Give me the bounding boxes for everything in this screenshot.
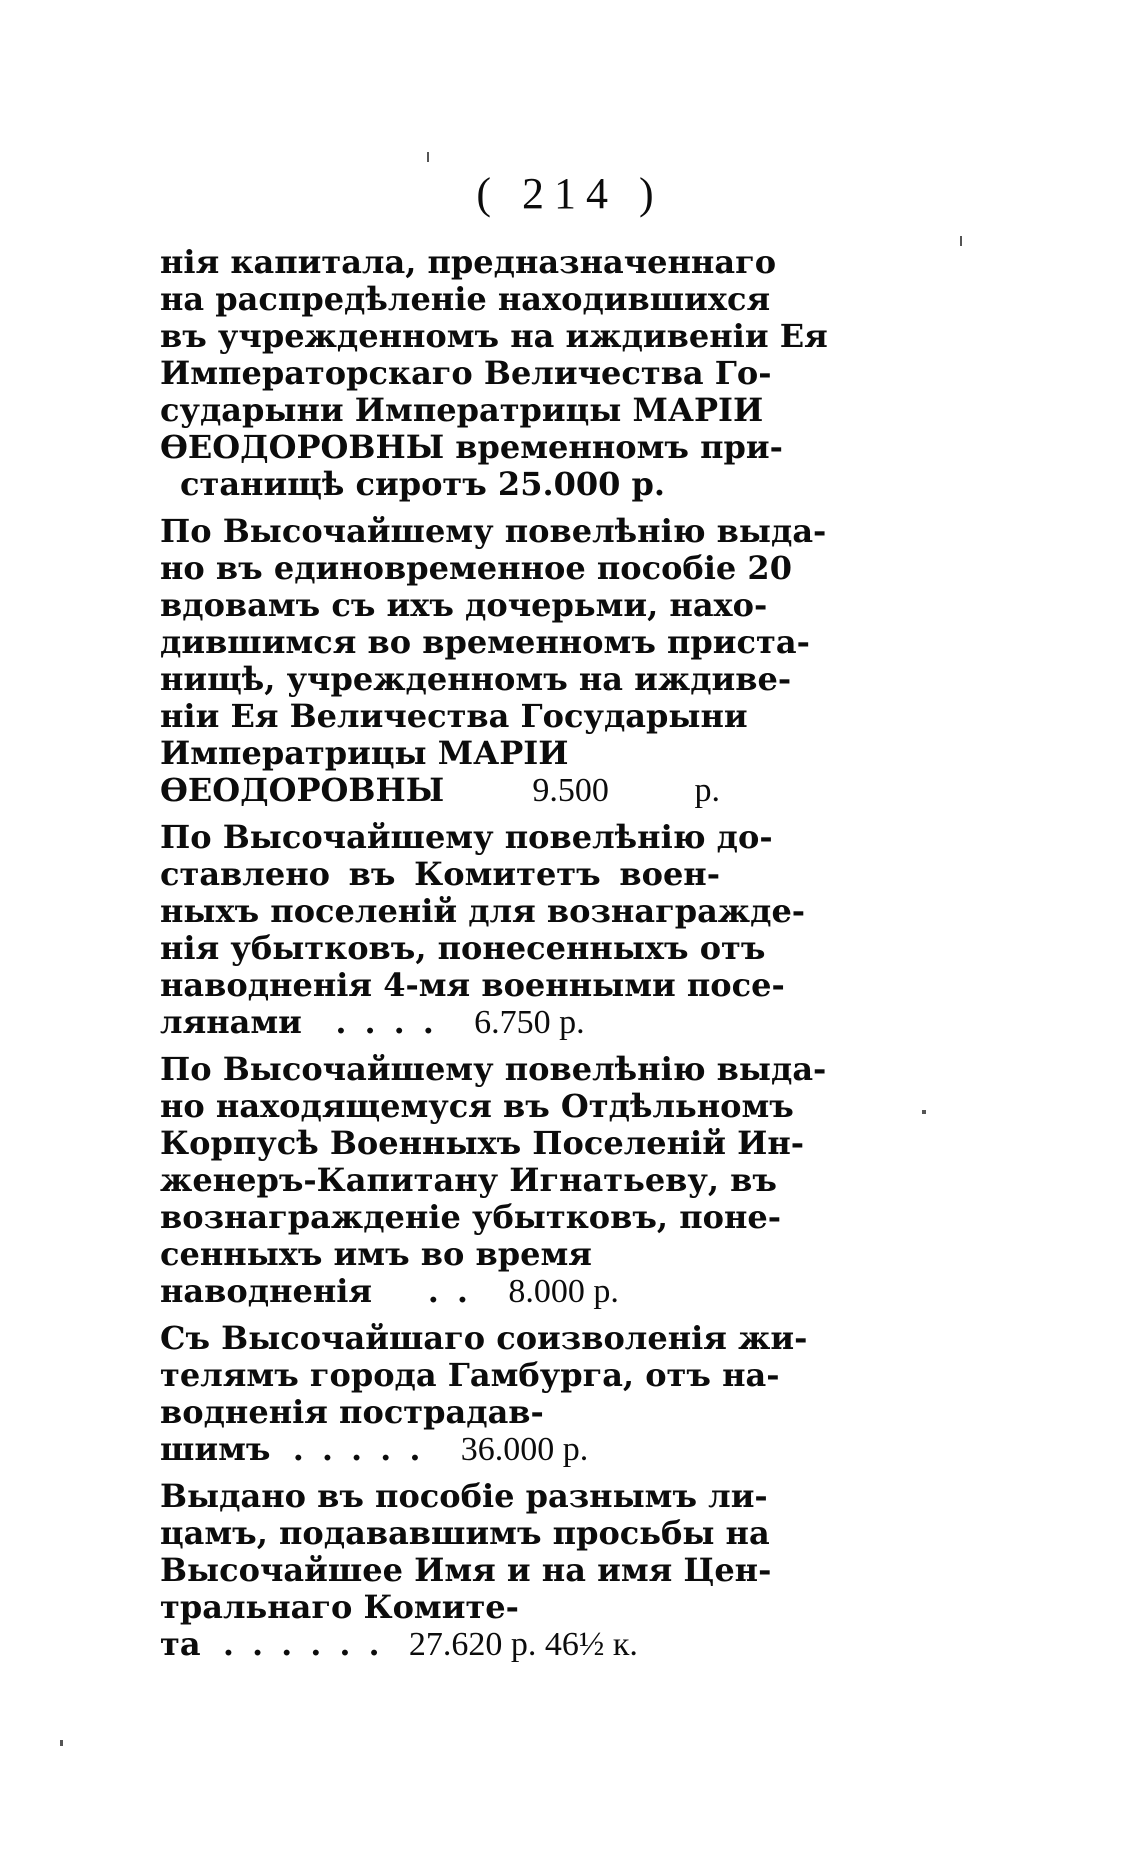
- text-line: ставлено въ Комитетъ воен-: [160, 855, 720, 893]
- text-line: но находящемуся въ Отдѣльномъ: [160, 1087, 794, 1125]
- text-line: Высочайшее Имя и на имя Цен-: [160, 1551, 772, 1589]
- amount: 6.750 р.: [474, 1004, 585, 1041]
- text-column: [160, 243, 828, 1673]
- dot-leader: ....: [335, 1003, 452, 1041]
- entry-label: шимъ: [160, 1430, 271, 1468]
- text-line: но въ единовременное пособіе 20: [160, 549, 792, 587]
- text-line: въ учрежденномъ на иждивеніи Ея: [160, 317, 828, 355]
- amount-line: [160, 1273, 720, 1310]
- entry-label: ѲЕОДОРОВНЫ: [160, 771, 445, 809]
- dot-leader: ..: [427, 1272, 487, 1310]
- scan-speck: [60, 1740, 63, 1746]
- amount-line: [160, 1431, 720, 1468]
- text-line: водненія пострадав-: [160, 1393, 544, 1431]
- text-line: тральнаго Комите-: [160, 1588, 519, 1626]
- scan-speck: [427, 152, 429, 162]
- text-line: нищѣ, учрежденномъ на иждиве-: [160, 660, 792, 698]
- ledger-entry: [160, 1319, 808, 1468]
- amount: 27.620 р. 46½ к.: [408, 1626, 638, 1663]
- text-line: ніи Ея Величества Государыни: [160, 697, 748, 735]
- ledger-entry: [160, 1050, 827, 1310]
- amount-line: [160, 1004, 720, 1041]
- amount: 8.000 р.: [508, 1273, 619, 1310]
- text-line: цамъ, подававшимъ просьбы на: [160, 1514, 770, 1552]
- text-line: Императорскаго Величества Го-: [160, 354, 772, 392]
- dot-leader: ......: [222, 1625, 398, 1663]
- ledger-entry: [160, 818, 806, 1041]
- text-line: на распредѣленіе находившихся: [160, 280, 771, 318]
- amount: 9.500 р.: [532, 772, 720, 809]
- dot-leader: .....: [292, 1430, 439, 1468]
- text-line: По Высочайшему повелѣнію выда-: [160, 512, 827, 550]
- text-line: ныхъ поселеній для вознагражде-: [160, 892, 806, 930]
- text-line: женеръ-Капитану Игнатьеву, въ: [160, 1161, 777, 1199]
- text-line: нія капитала, предназначеннаго: [160, 243, 777, 281]
- amount-line: [160, 772, 720, 809]
- text-line: По Высочайшему повелѣнію выда-: [160, 1050, 827, 1088]
- entry-label: наводненія: [160, 1272, 373, 1310]
- text-line: сенныхъ имъ во время: [160, 1235, 592, 1273]
- text-line: сударыни Императрицы МАРІИ: [160, 391, 764, 429]
- text-line: вдовамъ съ ихъ дочерьми, нахо-: [160, 586, 768, 624]
- text-line: нія убытковъ, понесенныхъ отъ: [160, 929, 766, 967]
- ledger-entry: [160, 512, 827, 809]
- amount-line: [160, 1626, 720, 1663]
- text-line: Съ Высочайшаго соизволенія жи-: [160, 1319, 808, 1357]
- page-number: ( 214 ): [476, 169, 664, 218]
- amount: 36.000 р.: [460, 1431, 589, 1468]
- text-line: Корпусѣ Военныхъ Поселеній Ин-: [160, 1124, 805, 1162]
- scan-speck: [960, 236, 962, 246]
- scan-speck: [922, 1110, 926, 1114]
- ledger-entry: [160, 243, 828, 503]
- text-line: наводненія 4-мя военными посе-: [160, 966, 785, 1004]
- text-line: телямъ города Гамбурга, отъ на-: [160, 1356, 780, 1394]
- text-line: Императрицы МАРІИ: [160, 734, 569, 772]
- text-line: Выдано въ пособіе разнымъ ли-: [160, 1477, 768, 1515]
- entry-label: лянами: [160, 1003, 302, 1041]
- text-line: По Высочайшему повелѣнію до-: [160, 818, 773, 856]
- ledger-entry: [160, 1477, 772, 1663]
- text-line: ѲЕОДОРОВНЫ временномъ при-: [160, 428, 783, 466]
- entry-label: та: [160, 1625, 201, 1663]
- text-line: дившимся во временномъ приста-: [160, 623, 810, 661]
- text-line: вознагражденіе убытковъ, поне-: [160, 1198, 782, 1236]
- text-line: станищѣ сиротъ 25.000 р.: [180, 465, 666, 503]
